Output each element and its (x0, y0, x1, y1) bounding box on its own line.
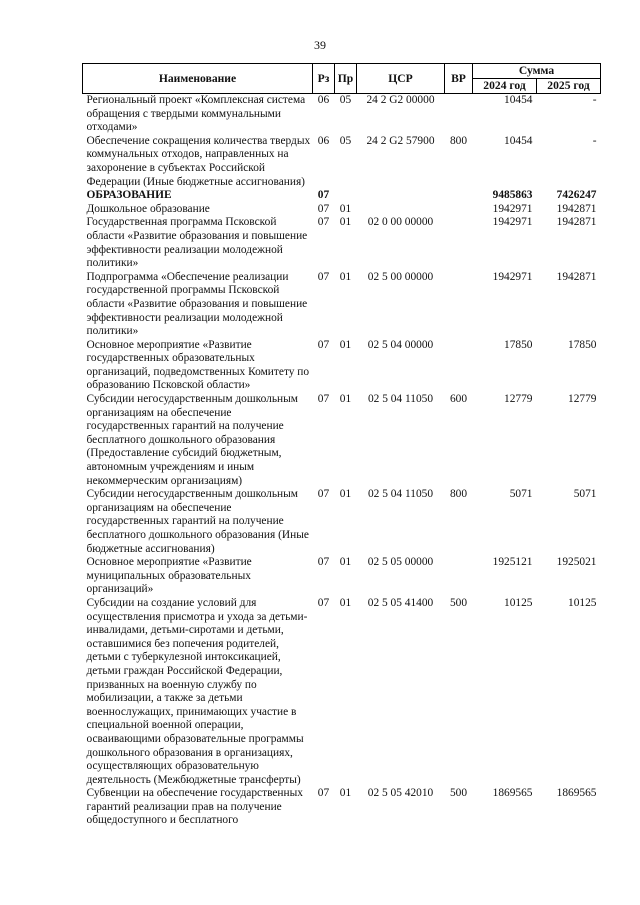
row-sum-2025: 5071 (573, 488, 597, 501)
row-pr: 01 (339, 488, 352, 501)
header-year-2024: 2024 год (473, 79, 537, 94)
row-csr: 02 0 00 00000 (367, 216, 434, 229)
budget-table (82, 63, 601, 828)
table-row (83, 94, 601, 135)
row-sum-2025: 1869565 (556, 787, 597, 800)
row-rz: 07 (317, 393, 330, 406)
row-csr: 02 5 04 11050 (367, 488, 434, 501)
row-vr: 600 (449, 393, 468, 406)
row-rz: 07 (317, 270, 330, 283)
row-sum-2025: 1942871 (556, 216, 597, 229)
row-name: Субсидии негосударственным дошкольным организациям на обеспечение государственных гарантий на получение бесплатного дошкольного образования (Предоставление субсидий бюджетным, автономным учреждениям и иным некоммерческим организациям) (86, 393, 298, 487)
row-sum-2024: 10454 (504, 134, 533, 147)
row-sum-2025: 1925021 (556, 556, 597, 569)
row-vr: 500 (449, 596, 468, 609)
table-row (83, 488, 601, 556)
row-pr: 01 (339, 270, 352, 283)
row-csr: 24 2 G2 00000 (366, 94, 435, 106)
row-pr: 01 (339, 787, 352, 800)
table-row (83, 189, 601, 203)
table-row (83, 597, 601, 787)
table-row (83, 393, 601, 488)
row-rz: 07 (317, 787, 330, 800)
row-name: Государственная программа Псковской области «Развитие образования и повышение эффективности реализации молодежной политики» (86, 216, 308, 270)
table-row (83, 787, 601, 828)
row-name: Субсидии негосударственным дошкольным организациям на обеспечение государственных гарантий на получение бесплатного дошкольного образования (Иные бюджетные ассигнования) (86, 488, 309, 555)
header-year-2025: 2025 год (537, 79, 601, 94)
row-rz: 07 (317, 488, 330, 501)
row-pr: 05 (339, 94, 352, 106)
row-name: Основное мероприятие «Развитие муниципальных образовательных организаций» (86, 556, 252, 596)
row-pr: 01 (339, 216, 352, 229)
row-name: Региональный проект «Комплексная система обращения с твердыми коммунальными отходами» (86, 94, 306, 134)
table-body (83, 94, 601, 829)
table-header (83, 64, 601, 94)
row-rz: 07 (317, 216, 330, 229)
row-pr: 05 (339, 134, 352, 147)
row-sum-2024: 1942971 (492, 270, 533, 283)
row-csr: 02 5 04 00000 (367, 338, 434, 351)
row-name: Обеспечение сокращения количества твердых коммунальных отходов, направленных на захоронение в субъектах Российской Федерации (Иные бюджетные ассигнования) (86, 134, 311, 188)
row-sum-2025: 1942871 (556, 202, 597, 215)
table-row (83, 271, 601, 339)
header-sum: Сумма (473, 64, 601, 79)
row-rz: 07 (317, 338, 330, 351)
row-vr (445, 216, 473, 270)
row-rz: 07 (317, 189, 330, 202)
table-row (83, 216, 601, 270)
row-csr: 24 2 G2 57900 (366, 134, 435, 147)
row-csr (357, 189, 445, 203)
row-vr: 500 (449, 787, 468, 800)
row-csr: 02 5 05 00000 (367, 556, 434, 569)
page-number: 39 (314, 38, 326, 52)
row-csr: 02 5 05 41400 (367, 596, 434, 609)
row-name: Основное мероприятие «Развитие государственных образовательных организаций, подведомственных Комитету по образованию Псковской области» (86, 338, 310, 392)
row-sum-2025: 1942871 (556, 270, 597, 283)
table-row (83, 339, 601, 393)
header-name: Наименование (83, 64, 313, 94)
row-pr: 01 (339, 338, 352, 351)
row-sum-2024: 9485863 (492, 189, 533, 202)
row-sum-2024: 12779 (504, 393, 533, 406)
row-sum-2024: 10454 (504, 94, 533, 106)
row-pr: 01 (339, 202, 352, 215)
row-sum-2025: - (592, 134, 597, 147)
row-name: ОБРАЗОВАНИЕ (86, 189, 172, 202)
row-sum-2025: 12779 (568, 393, 597, 406)
row-name: Подпрограмма «Обеспечение реализации государственной программы Псковской области «Развитие образования и повышение эффективности реализации молодежной политики» (86, 270, 308, 338)
row-rz: 07 (317, 596, 330, 609)
row-csr (357, 203, 445, 217)
row-rz: 07 (317, 556, 330, 569)
row-csr: 02 5 05 42010 (367, 787, 434, 800)
row-vr (445, 339, 473, 393)
row-vr (445, 271, 473, 339)
row-sum-2024: 1942971 (492, 202, 533, 215)
row-pr: 01 (339, 596, 352, 609)
row-sum-2025: 10125 (568, 596, 597, 609)
row-sum-2024: 1925121 (492, 556, 533, 569)
row-sum-2024: 1942971 (492, 216, 533, 229)
row-vr: 800 (449, 488, 468, 501)
header-csr: ЦСР (357, 64, 445, 94)
row-vr: 800 (449, 134, 468, 147)
row-sum-2024: 10125 (504, 596, 533, 609)
row-sum-2024: 1869565 (492, 787, 533, 800)
row-vr (445, 203, 473, 217)
table-row (83, 556, 601, 597)
row-vr (445, 556, 473, 597)
header-vr: ВР (445, 64, 473, 94)
header-pr: Пр (335, 64, 357, 94)
row-name: Субсидии на создание условий для осуществления присмотра и ухода за детьми-инвалидами, детьми-сиротами и детьми, оставшимися без попечения родителей, детьми с туберкулезной интоксикацией, детьми граждан Российской Федерации, призванных на военную службу по мобилизации, а также за детьми военнослужащих, принимающих участие в специальной военной операции, осваивающими образовательные программы дошкольного образования в организациях, осуществляющих образовательную деятельность (Межбюджетные трансферты) (86, 596, 308, 786)
row-pr: 01 (339, 556, 352, 569)
row-vr (445, 189, 473, 203)
row-rz: 07 (317, 202, 330, 215)
row-vr (445, 94, 473, 135)
row-rz: 06 (317, 134, 330, 147)
row-csr: 02 5 04 11050 (367, 393, 434, 406)
row-csr: 02 5 00 00000 (367, 270, 434, 283)
row-pr: 01 (339, 393, 352, 406)
header-rz: Рз (313, 64, 335, 94)
row-sum-2024: 5071 (509, 488, 533, 501)
row-sum-2025: 7426247 (556, 189, 597, 202)
row-sum-2025: - (592, 94, 597, 106)
row-name: Дошкольное образование (86, 202, 210, 215)
row-rz: 06 (317, 94, 330, 106)
row-name: Субвенции на обеспечение государственных гарантий реализации прав на получение общедоступного и бесплатного (86, 787, 303, 827)
row-sum-2024: 17850 (504, 338, 533, 351)
table-row (83, 203, 601, 217)
row-pr (335, 189, 357, 203)
table-row (83, 135, 601, 189)
row-sum-2025: 17850 (568, 338, 597, 351)
